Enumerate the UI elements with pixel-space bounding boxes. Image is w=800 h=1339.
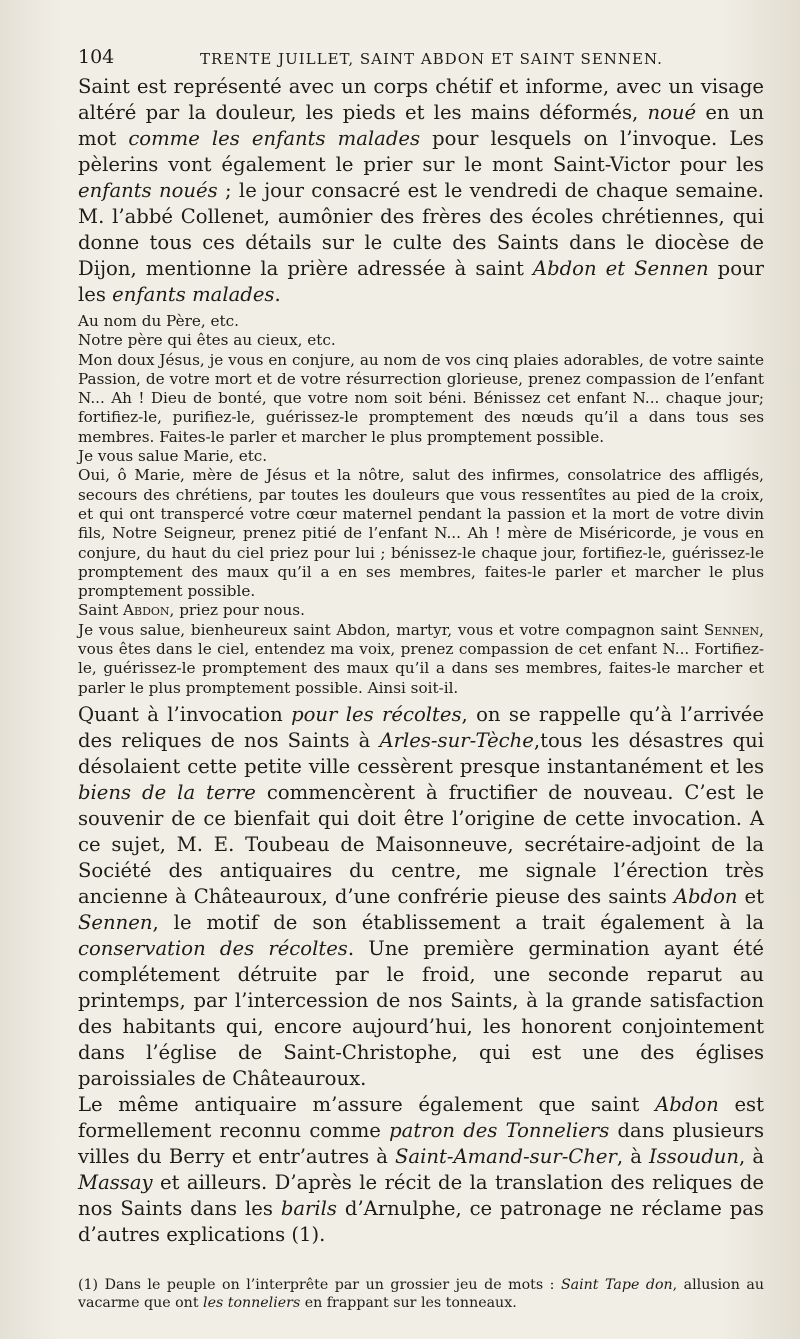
prayer-text (78, 312, 764, 698)
page-number: 104 (78, 46, 115, 68)
prayer-line: Au nom du Père, etc. (78, 312, 239, 330)
prayer-line: Saint Abdon, priez pour nous. (78, 601, 305, 620)
footnote: (1) Dans le peuple on l’interprête par un grossier jeu de mots : Saint Tape don, allusion au vacarme que ont les tonneliers en frappant sur les tonneaux. (78, 1276, 764, 1312)
paragraph-2: Quant à l’invocation pour les récoltes, on se rappelle qu’à l’arrivée des reliques de nos Saints à Arles-sur-Tèche,tous les désastres qui désolaient cette petite ville cessèrent presque instantanément et les biens de la terre commencèrent à fructifier de nouveau. C’est le souvenir de ce bienfait qui doit être l’origine de cette invocation. A ce sujet, M. E. Toubeau de Maisonneuve, secrétaire-adjoint de la Société des antiquaires du centre, me signale l’érection très ancienne à Châteauroux, d’une confrérie pieuse des saints Abdon et Sennen, le motif de son établissement a trait également à la conservation des récoltes. Une première germination ayant été complétement détruite par le froid, une seconde reparut au printemps, par l’intercession de nos Saints, à la grande satisfaction des habitants qui, encore aujourd’hui, les honorent conjointement dans l’église de Saint-Christophe, qui est une des églises paroissiales de Châteauroux. (78, 702, 764, 1090)
paragraph-3: Le même antiquaire m’assure également que saint Abdon est formellement reconnu comme patron des Tonneliers dans plusieurs villes du Berry et entr’autres à Saint-Amand-sur-Cher, à Issoudun, à Massay et ailleurs. D’après le récit de la translation des reliques de nos Saints dans les barils d’Arnulphe, ce patronage ne réclame pas d’autres explications (1). (78, 1092, 765, 1246)
prayer-line: Oui, ô Marie, mère de Jésus et la nôtre, salut des infirmes, consolatrice des affligés, secours des chrétiens, par toutes les douleurs que vous ressentîtes au pied de la croix, et qui ont transpercé votre cœur maternel pendant la passion et la mort de votre divin fils, Notre Seigneur, prenez pitié de l’enfant N... Ah ! mère de Miséricorde, je vous en conjure, du haut du ciel priez pour lui ; bénissez-le chaque jour, fortifiez-le, guérissez-le promptement des maux qu’il a en ses membres, faites-le parler et marcher le plus promptement possible. (78, 466, 764, 601)
running-head: TRENTE JUILLET, SAINT ABDON ET SAINT SENNEN. (200, 50, 663, 68)
paragraph-1: Saint est représenté avec un corps chétif et informe, avec un visage altéré par la douleur, les pieds et les mains déformés, noué en un mot comme les enfants malades pour lesquels on l’invoque. Les pèlerins vont également le prier sur le mont Saint-Victor pour les enfants noués ; le jour consacré est le vendredi de chaque semaine. M. l’abbé Collenet, aumônier des frères des écoles chrétiennes, qui donne tous ces détails sur le culte des Saints dans le diocèse de Dijon, mentionne la prière adressée à saint Abdon et Sennen pour les enfants malades. (78, 75, 764, 306)
prayer-line: Je vous salue Marie, etc. (78, 447, 268, 466)
prayer-line: Notre père qui êtes au cieux, etc. (78, 331, 336, 350)
prayer-line: Je vous salue, bienheureux saint Abdon, martyr, vous et votre compagnon saint Sennen, vous êtes dans le ciel, entendez ma voix, prenez compassion de cet enfant N... Fortifiez-le, guérissez-le promptement des maux qu’il a dans ses membres, faites-le marcher et parler le plus promptement possible. Ainsi soit-il. (78, 620, 764, 697)
page-header (78, 40, 764, 74)
prayer-line: Mon doux Jésus, je vous en conjure, au nom de vos cinq plaies adorables, de votre sainte Passion, de votre mort et de votre résurrection glorieuse, prenez compassion de l’enfant N... Ah ! Dieu de bonté, que votre nom soit béni. Bénissez cet enfant N... chaque jour; fortifiez-le, purifiez-le, guérissez-le promptement des nœuds qu’il a dans tous ses membres. Faites-le parler et marcher le plus promptement possible. (78, 350, 764, 446)
